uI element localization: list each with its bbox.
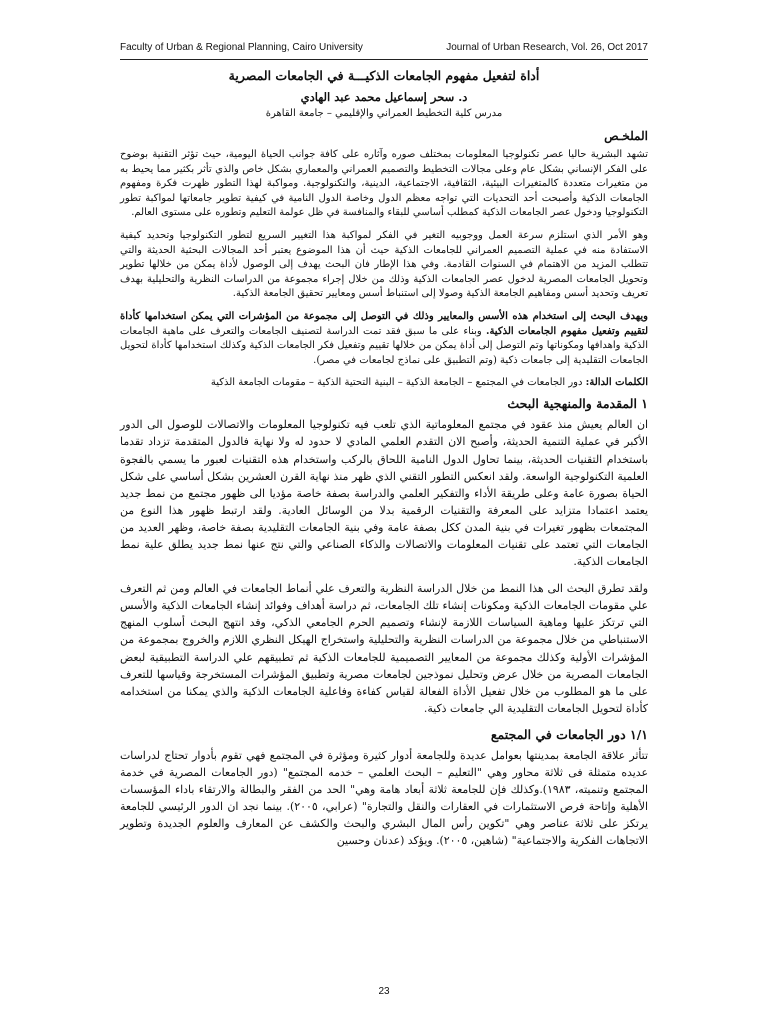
section-1-1-paragraph-1: تتأثر علاقة الجامعة بمدينتها بعوامل عديدة وللجامعة أدوار كثيرة ومؤثرة في المجتمع فهي تقوم بأدوار تحتاج لدراسات عديده متمثلة فى ثلاثة محاور وهي "التعليم – البحث العلمي – خدمه المجتمع" (دور الجامعات المصرية في خدمة المجتمع وتنميته، ١٩٨٣).وكذلك فإن للجامعة ثلاثة أبعاد هامة وهي" الحد من الفقر والبطالة والارتقاء باداء المؤسسات الأهلية وإتاحة فرص الاستثمارات في العقارات والنقل والتجارة" (عرابي، ٢٠٠٥). بينما نجد ان الدور الرئيسي للجامعة يرتكز على ثلاثة عناصر وهي "تكوين رأس المال البشري والبحث والكشف عن المعارف والعلوم الجديدة وتطوير الاتجاهات الفكرية والاجتماعية" (شاهين، ٢٠٠٥). ويؤكد (عدنان وحسين [120,748,648,848]
abstract-heading: الملخـص [604,129,648,143]
header-faculty: Faculty of Urban & Regional Planning, Cairo University [120,42,363,53]
abstract-aim-bold: ويهدف البحث إلى استخدام هذه الأسس والمعايير وذلك في التوصل إلى مجموعة من المؤشرات التي يمكن استخدامها كأداة لتقييم وتفعيل مفهوم الجامعات الذكية. [120,310,648,337]
abstract-aim-rest: وبناء على ما سبق فقد تمت الدراسة لتصنيف الجامعات والتعرف على ماهية الجامعات الذكية واهدافها ومكوناتها وتم التوصل إلى أداة يمكن من خلالها تقييم وتفعيل فكر الجامعات الذكية وكذلك استخدامها كأداة لتحويل الجامعات التقليدية إلى جامعات ذكية (وتم التطبيق على نماذج لجامعات في مصر). [120,325,648,366]
abstract-paragraph-1: تشهد البشرية حاليا عصر تكنولوجيا المعلومات بمختلف صوره وآثاره على كافة جوانب الحياة اليومية، حيث تؤثر التقنية بوضوح على الفكر الإنساني بشكل عام وعلى مجالات التخطيط والتصميم العمراني والمعماري بشكل خاص والذي تأثر بكثير مما يحيط به من متغيرات متعددة كالمتغيرات البيئية، الثقافية، الاجتماعية، الدينية، والتكنولوجية. ومواكبة لهذا التطور ظهرت فكرة ومفهوم الجامعات الذكية وأصبحت أحد التحديات التي تواجه معظم الدول وخاصة الدول النامية في كيفية تطوير جامعاتها لمواكبة تطور التكنولوجيا ودخول عصر الجامعات الذكية كمطلب أساسي للبقاء والمنافسة في ظل عولمة التعليم وتطوره على مستوى العالم. [120,149,649,219]
section-1-paragraph-2: ولقد تطرق البحث الى هذا النمط من خلال الدراسة النظرية والتعرف علي أنماط الجامعات في العالم ومن ثم التعرف علي مقومات الجامعات الذكية ومكونات إنشاء تلك الجامعات، ثم دراسة أهداف وفوائد إنشاء الجامعات الذكية والأسس التي ترتكز عليها وماهية السياسات اللازمة لإنشاء وتصميم الحرم الجامعي الذكي، وقد انتهج البحث أسلوب المنهج الاستنباطي من خلال مجموعة من الدراسات النظرية والتحليلية واستخراج الهيكل النظري اللازم والخروج بمجموعة من المؤشرات الأولية وكذلك مجموعة من المعايير التصميمية للجامعات الذكية ثم تطبيقهم علي الدراسة التطبيقية لبعض الجامعات المصرية من خلال عرض وتحليل نموذجين لجامعات مصرية وتطبيق المؤشرات المستخرجة وقياسها للتعرف على ما هو المطلوب من خلال تفعيل الأداة الفعالة لقياس كفاءة وفاعلية الجامعات الذكية والذي يمكنا من استخدامه كأداة لتحويل الجامعات التقليدية الي جامعات ذكية. [120,582,648,715]
keywords-label: الكلمات الدالة: [585,377,648,389]
section-1-heading: ١ المقدمة والمنهجية البحث [507,396,648,412]
header-rule [120,59,648,60]
abstract-paragraph-2: وهو الأمر الذي استلزم سرعة العمل ووجوبيه التغير في الفكر لمواكبة هذا التغيير السريع لتطور التكنولوجيا وتحديد كيفية الاستفادة منه في عملية التصميم العمراني للجامعات الذكية حيث أن هذا الموضوع يعتبر أحد المجالات البحثية الحديثة والتي تتطلب المزيد من الاهتمام في السنوات القادمة. وفي هذا الإطار فان البحث يهدف إلى الوصول لأداة يمكن من خلالها تطوير وتحويل الجامعات المصرية لدخول عصر الجامعات الذكية وذلك من خلال إجراء مجموعة من الدراسات النظرية والتحليلية بهدف تعريف وتحديد أسس ومفاهيم الجامعة الذكية وصولا إلى استنباط أسس ومعايير تحقيق الجامعة الذكية. [120,229,648,300]
keywords-text: دور الجامعات في المجتمع – الجامعة الذكية – البنية التحتية الذكية – مقومات الجامعة الذكية [210,377,586,389]
page-number: 23 [378,986,390,997]
keywords [120,376,648,390]
paper-title: أداة لتفعيل مفهوم الجامعات الذكيـــة في الجامعات المصرية [228,68,540,83]
abstract-paragraph-3 [120,310,648,368]
running-header [120,42,648,56]
author-affiliation: مدرس كلية التخطيط العمراني والإقليمي – جامعة القاهرة [265,108,503,119]
section-1-1-heading: ١/١ دور الجامعات في المجتمع [490,726,648,742]
section-1-paragraph-1: ان العالم يعيش منذ عقود في مجتمع المعلوماتية الذي تلعب فيه تكنولوجيا المعلومات والاتصالات للوصول الى الدور الأكبر في عملية التنمية الحديثة، وأصبح الان التقدم العلمي المادي لا حدود له ولا نهاية فالدول المتقدمة تزداد تقدما باستخدام التقنيات الحديثة، بينما تحاول الدول النامية اللحاق بالركب واستخدام هذه التقنيات لعبور ما يسمي بالفجوة العلمية التكنولوجية الواسعة. ولقد انعكس التطور التقني الذي ظهر منذ نهاية القرن العشرين بشكل أساسي على شكل الحياة بصورة عامة وعلى طريقة الأداء والتفكير العلمي والدراسة بصفة خاصة مؤديا الى ظهور مجتمع من نمط جديد يعتمد اعتمادا متزايد على المعرفة والتقنيات الرقمية بدلا من الوسائل العادية. ولقد ارتبط ظهور هذا النوع من المجتمعات بظهور تغيرات في بنية المدن ككل بصفة عامة وفي بنية الجامعات التقليدية بصفة خاصة، وظهر العديد من الجامعات التي تعتمد على تقنيات المعلومات والاتصالات والذكاء الصناعي والتي نتج عنها نمط جديد يطلق علية نمط الجامعات الذكية. [120,418,648,569]
author-name: د. سحر إسماعيل محمد عبد الهادي [300,90,468,104]
article-body [120,68,648,859]
header-journal: Journal of Urban Research, Vol. 26, Oct 2017 [446,42,648,53]
